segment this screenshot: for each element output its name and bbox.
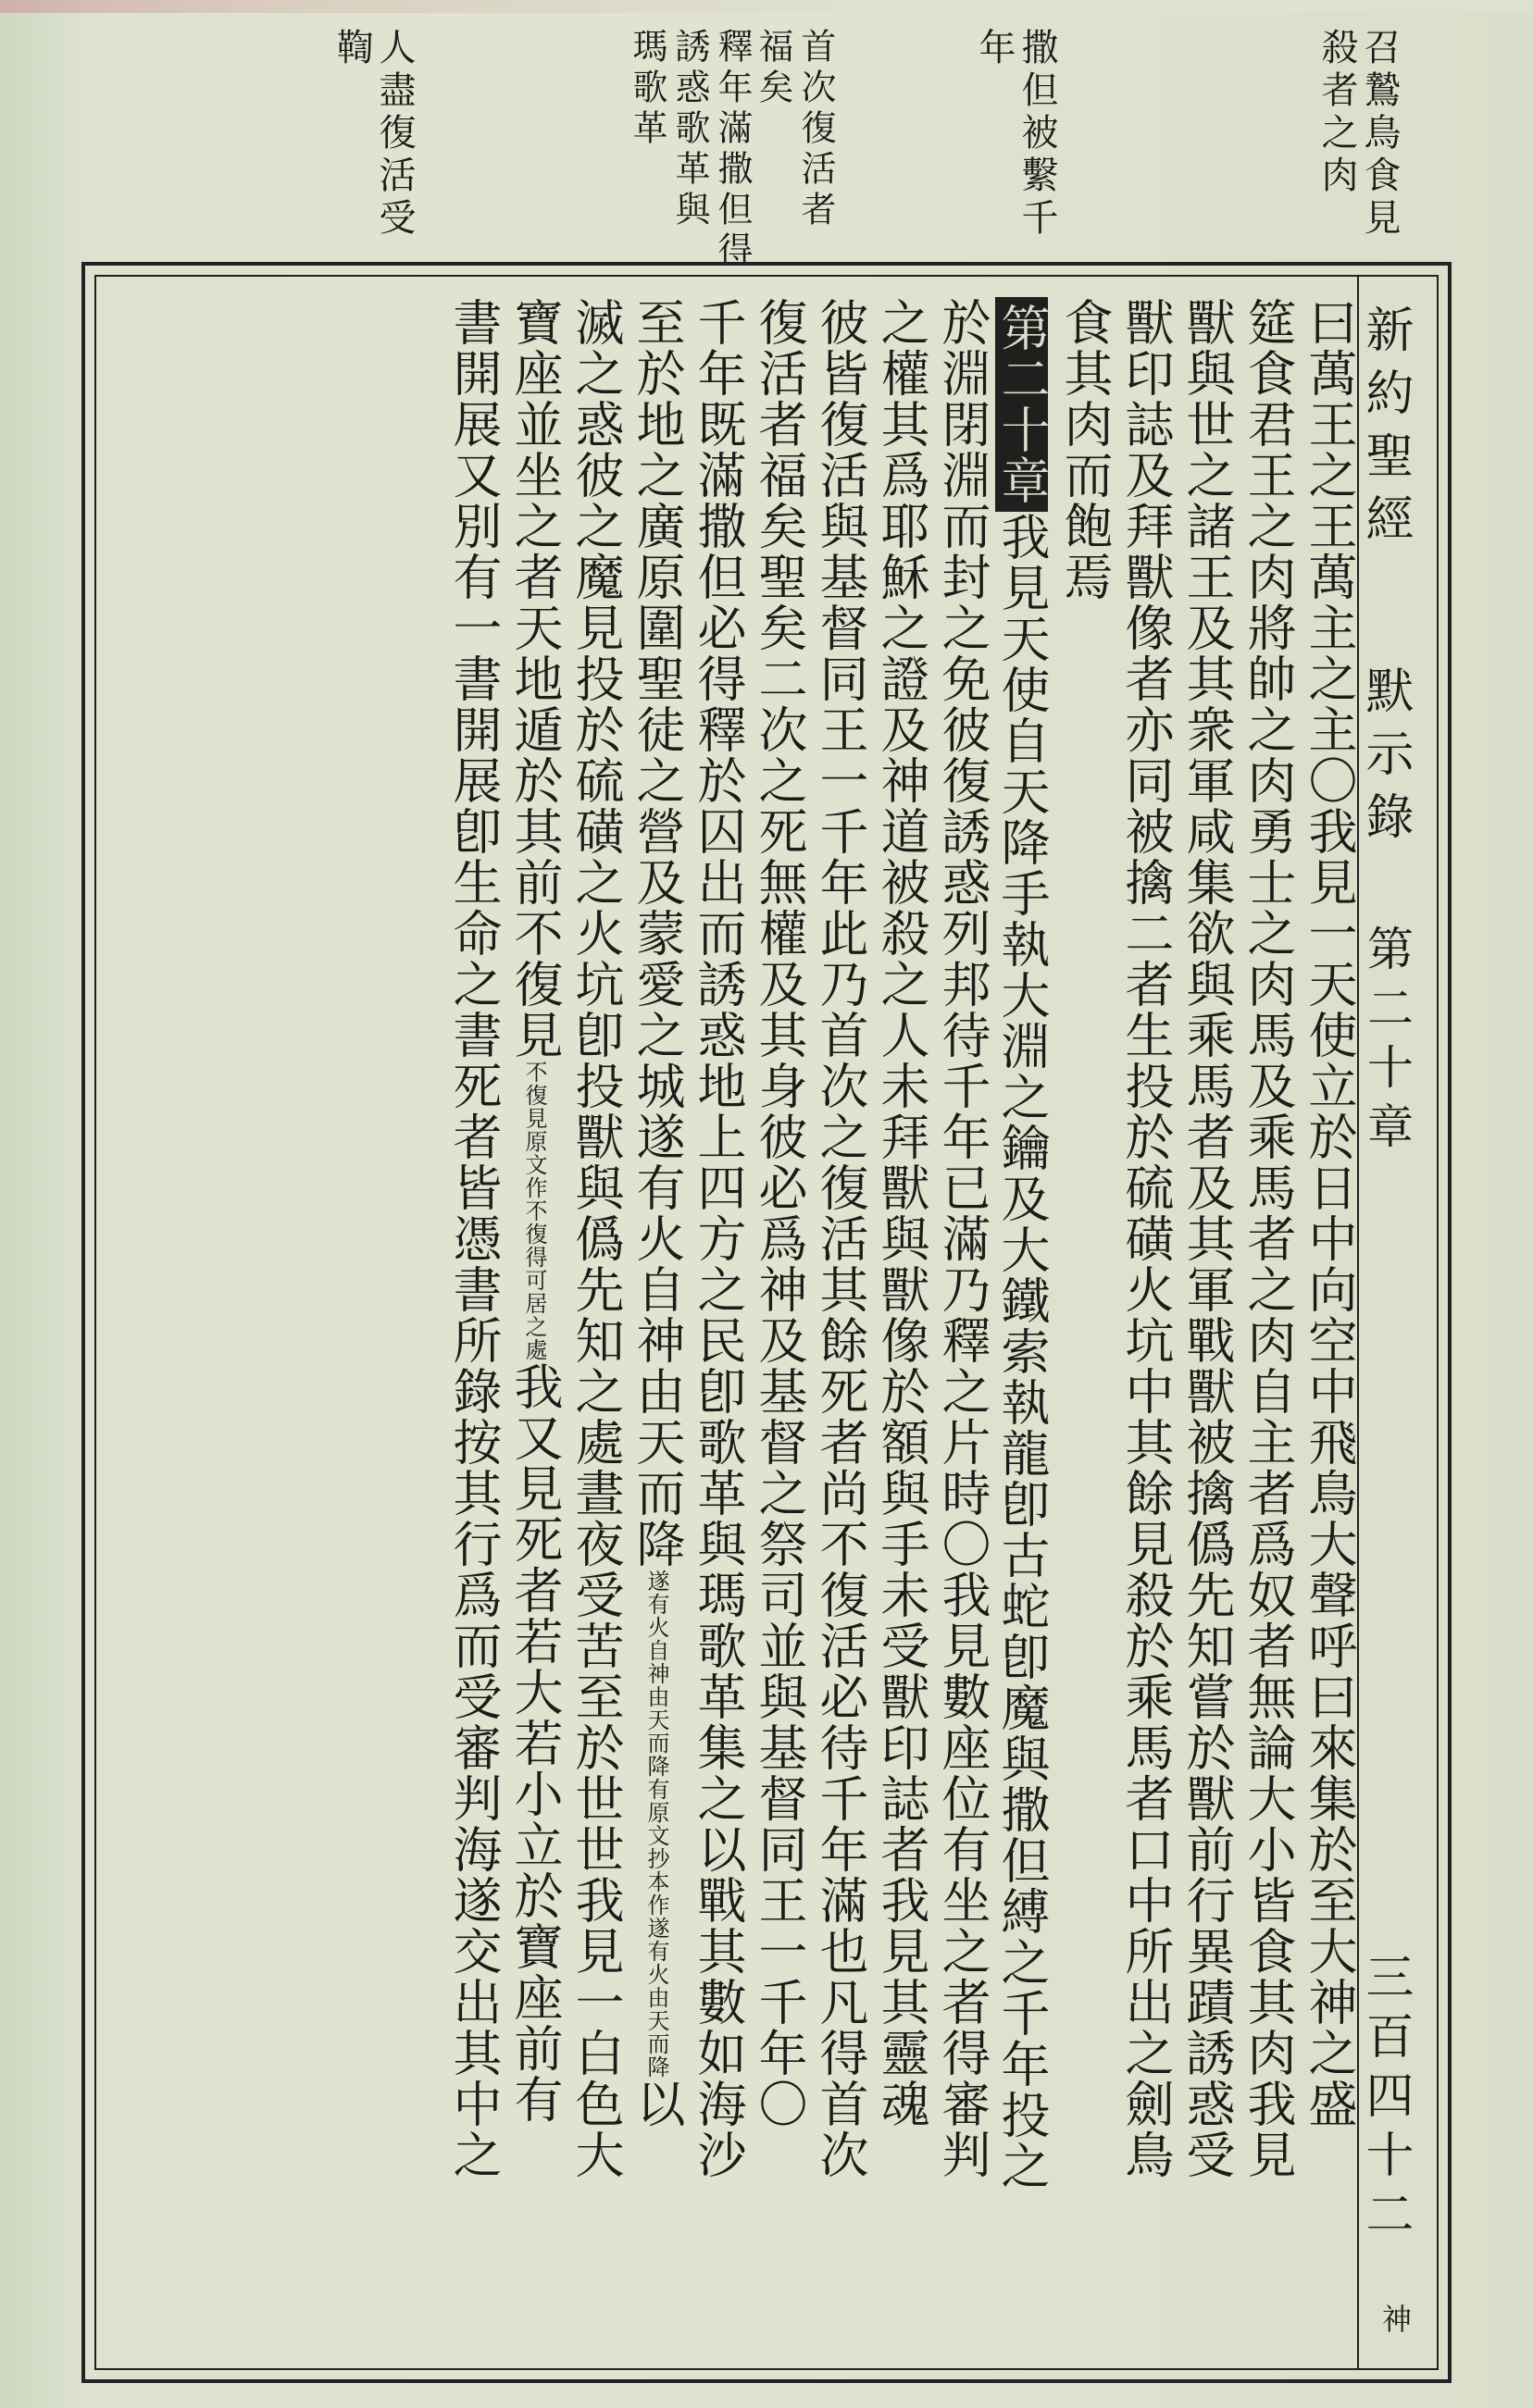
headnote: 首次復活者 <box>795 28 836 231</box>
headnote: 撒但被繫千 <box>1016 28 1058 241</box>
inline-note: 遂有火自神由天而降有原文抄本作遂有火由天而降 <box>643 1570 669 2079</box>
page-edge <box>0 0 1533 13</box>
text-column <box>506 297 563 2125</box>
text-column: 筵食君王之肉將帥之肉勇士之肉馬及乘馬者之肉自主者爲奴者無論大小皆食其肉我見 <box>1240 297 1296 2180</box>
column-text: 我又見死者若大若小立於寶座前有 <box>506 1361 563 2125</box>
headnote: 福矣 <box>753 28 793 109</box>
text-column: 千年既滿撒但必得釋於囚出而誘惑地上四方之民卽歌革與瑪歌革集之以戰其數如海沙 <box>690 297 746 2180</box>
text-columns <box>104 297 1357 2361</box>
text-column: 復活者福矣聖矣二次之死無權及其身彼必爲神及基督之祭司並與基督同王一千年〇 <box>751 297 807 2129</box>
text-column: 書開展又別有一書開展卽生命之書死者皆憑書所錄按其行爲而受審判海遂交出其中之 <box>445 297 502 2180</box>
text-frame-inner <box>94 275 1439 2370</box>
text-column: 獸印誌及拜獸像者亦同被擒二者生投於硫磺火坑中其餘見殺於乘馬者口中所出之劍鳥 <box>1117 297 1174 2180</box>
page-number: 三百四十二 <box>1357 1952 1413 2248</box>
chapter-label: 第二十章 <box>1360 925 1414 1161</box>
running-title: 新約聖經 <box>1357 304 1413 556</box>
chapter-heading: 第二十章 <box>995 297 1048 512</box>
headnote: 瑪歌革 <box>627 28 667 150</box>
headnote: 人盡復活受 <box>373 28 416 241</box>
text-column: 獸與世之諸王及其衆軍咸集欲與乘馬者及其軍戰獸被擒僞先知嘗於獸前行異蹟誘惑受 <box>1178 297 1235 2180</box>
text-column: 之權其爲耶穌之證及神道被殺之人未拜獸與獸像於額與手未受獸印誌者我見其靈魂 <box>873 297 929 2129</box>
column-text: 以 <box>629 2079 685 2129</box>
text-column: 食其肉而飽焉 <box>1056 297 1113 602</box>
headnotes <box>157 28 1401 272</box>
text-column <box>995 297 1048 2191</box>
text-column: 曰萬王之王萬主之主〇我見一天使立於日中向空中飛鳥大聲呼曰來集於至大神之盛 <box>1301 297 1357 2129</box>
running-header <box>1357 277 1437 2368</box>
column-text: 至於地之廣原圍聖徒之營及蒙愛之城遂有火自神由天而降 <box>629 297 685 1570</box>
column-text: 寶座並坐之者天地遁於其前不復見 <box>506 297 563 1061</box>
text-column: 於淵閉淵而封之免彼復誘惑列邦待千年已滿乃釋之片時〇我見數座位有坐之者得審判 <box>934 297 991 2180</box>
text-column <box>629 297 685 2129</box>
inline-note: 不復見原文作不復得可居之處 <box>521 1061 547 1361</box>
text-frame <box>81 262 1452 2383</box>
book-name: 默示錄 <box>1357 665 1413 854</box>
text-column: 滅之惑彼之魔見投於硫磺之火坑卽投獸與僞先知之處晝夜受苦至於世世我見一白色大 <box>567 297 624 2180</box>
headnote: 召鷙鳥食見 <box>1358 28 1401 241</box>
headnote: 殺者之肉 <box>1315 28 1358 198</box>
text-column: 彼皆復活與基督同王一千年此乃首次之復活其餘死者尚不復活必待千年滿也凡得首次 <box>812 297 868 2180</box>
column-text: 我見天使自天降手執大淵之鑰及大鐵索執龍卽古蛇卽魔與撒但縛之千年投之 <box>993 512 1050 2191</box>
footer-mark: 神 <box>1377 2303 1413 2333</box>
headnote: 年 <box>973 28 1016 70</box>
headnote: 釋年滿撒但得 <box>712 28 753 272</box>
headnote: 誘惑歌革與 <box>669 28 710 231</box>
headnote: 鞫 <box>330 28 373 70</box>
